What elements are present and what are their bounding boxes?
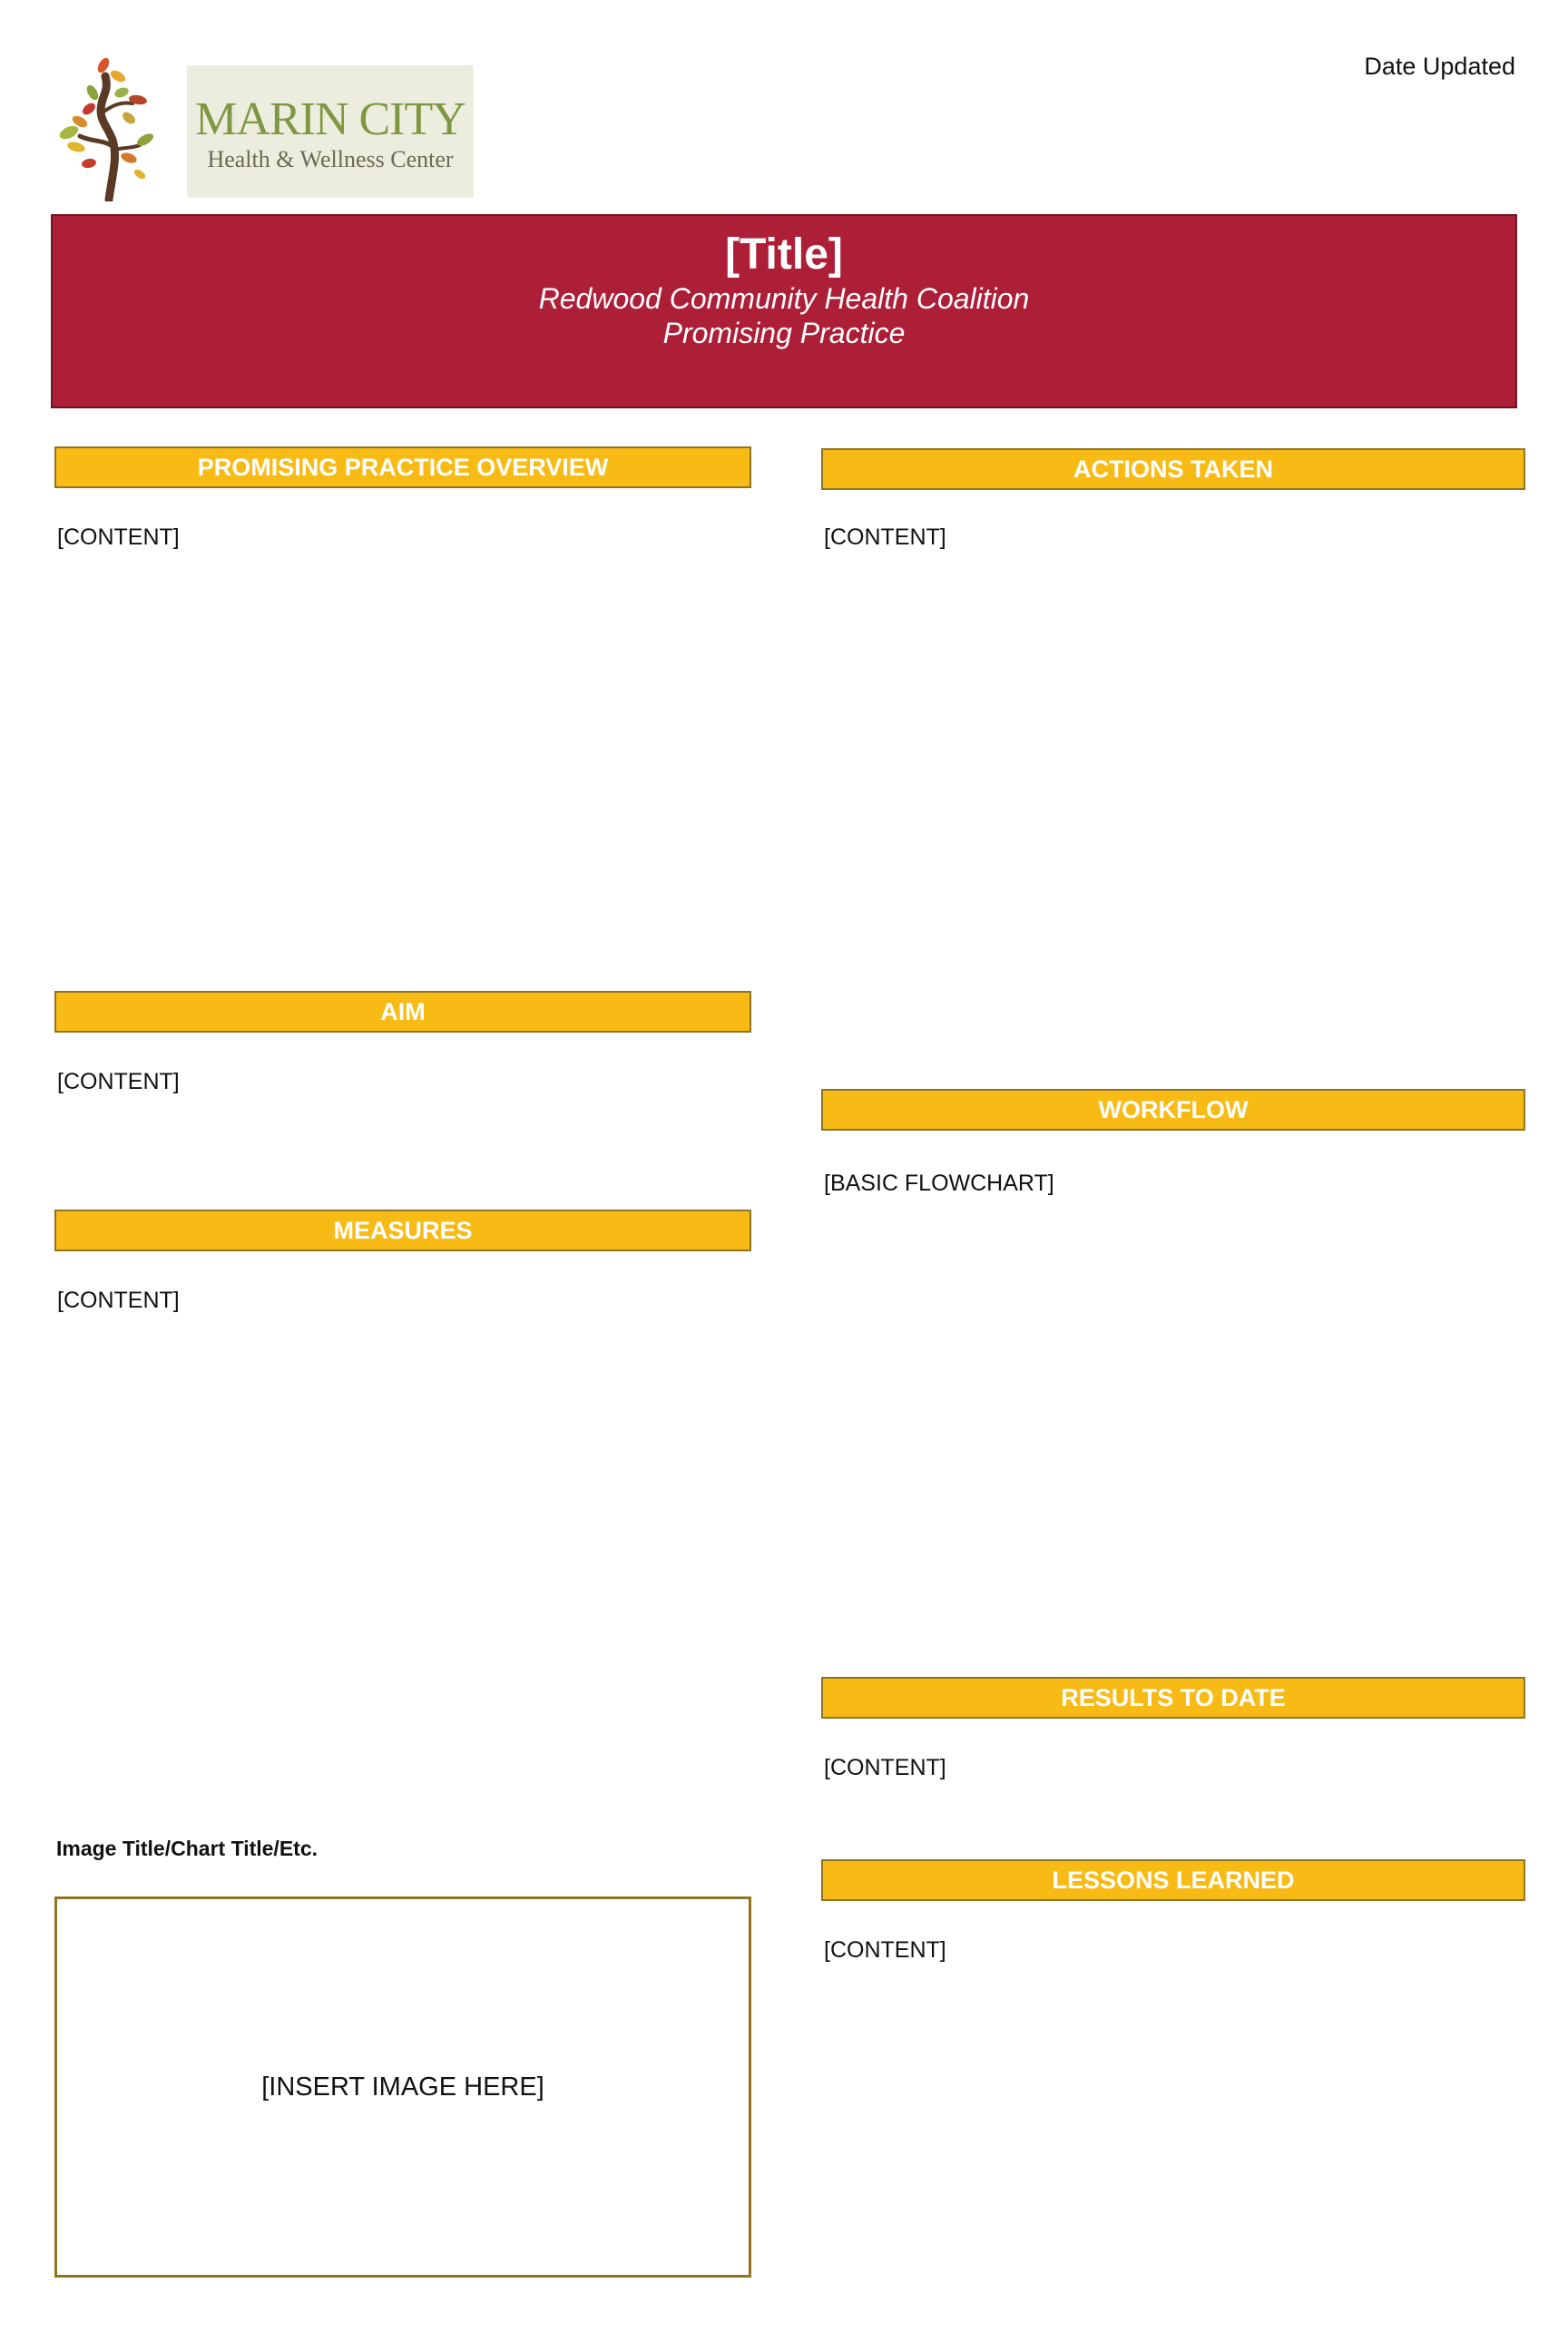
- page-title: [Title]: [725, 230, 843, 279]
- section-heading-overview: PROMISING PRACTICE OVERVIEW: [54, 446, 751, 488]
- section-heading-workflow: WORKFLOW: [821, 1089, 1525, 1131]
- image-placeholder: [54, 1896, 751, 2278]
- logo-line1: MARIN CITY: [195, 93, 466, 145]
- section-heading-aim: AIM: [54, 991, 751, 1033]
- image-title: Image Title/Chart Title/Etc.: [56, 1837, 318, 1860]
- aim-content: [CONTENT]: [57, 1069, 180, 1094]
- logo-line2: Health & Wellness Center: [207, 146, 454, 172]
- banner-subtitle-1: Redwood Community Health Coalition: [538, 282, 1030, 315]
- banner-subtitle-2: Promising Practice: [662, 317, 906, 349]
- lessons-content: [CONTENT]: [824, 1937, 946, 1963]
- date-updated: Date Updated: [1364, 53, 1515, 80]
- measures-content: [CONTENT]: [57, 1288, 180, 1313]
- results-content: [CONTENT]: [824, 1755, 946, 1780]
- actions-content: [CONTENT]: [824, 524, 946, 550]
- tree-logo-icon: [53, 56, 157, 201]
- image-placeholder-text: [INSERT IMAGE HERE]: [261, 2072, 544, 2102]
- organization-logo: [187, 65, 474, 198]
- section-heading-results: RESULTS TO DATE: [821, 1677, 1525, 1719]
- section-heading-measures: MEASURES: [54, 1210, 751, 1251]
- title-banner: [51, 214, 1517, 408]
- section-heading-actions: ACTIONS TAKEN: [821, 448, 1525, 490]
- workflow-content: [BASIC FLOWCHART]: [824, 1171, 1054, 1196]
- overview-content: [CONTENT]: [57, 524, 180, 550]
- section-heading-lessons: LESSONS LEARNED: [821, 1859, 1525, 1901]
